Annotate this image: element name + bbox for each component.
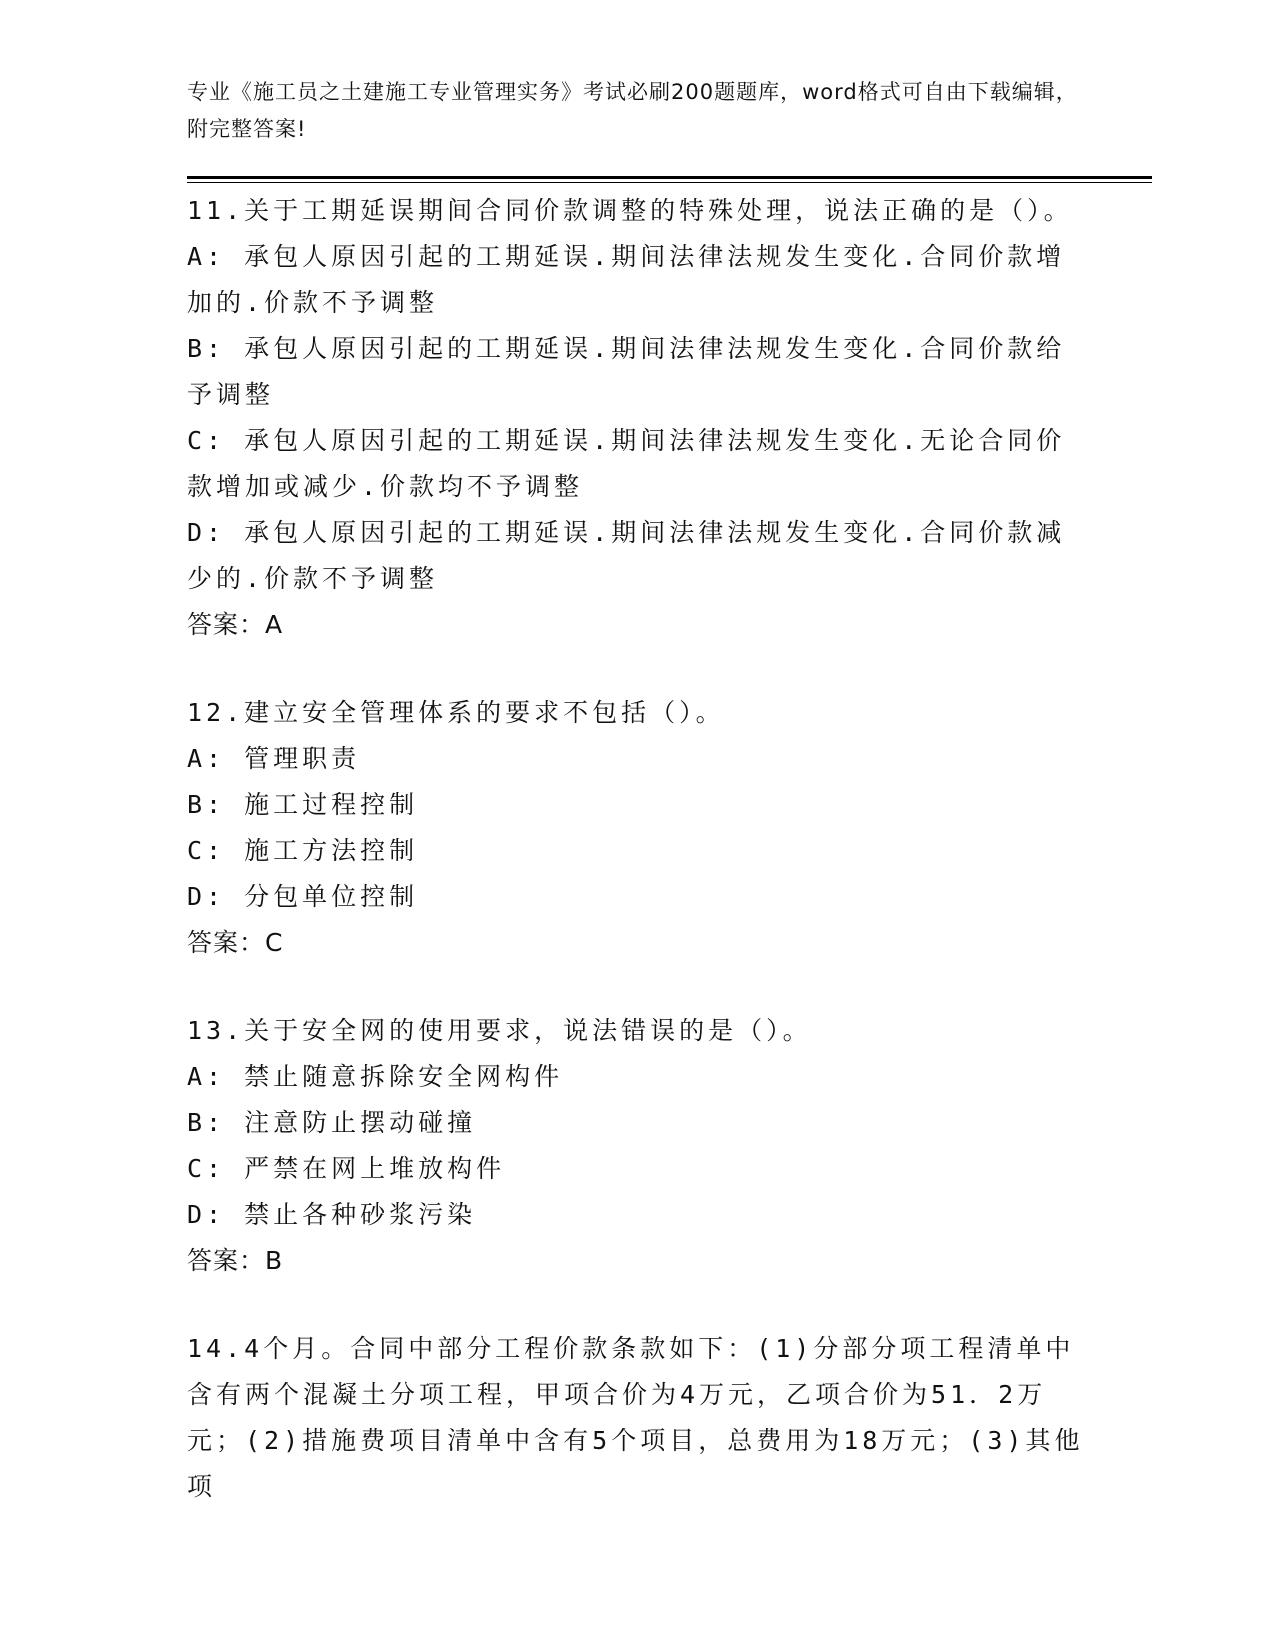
option-d: D: 承包人原因引起的工期延误.期间法律法规发生变化.合同价款减少的.价款不予调整 xyxy=(187,518,1066,593)
option-c: C: 承包人原因引起的工期延误.期间法律法规发生变化.无论合同价款增加或减少.价款均不予调整 xyxy=(187,426,1066,501)
option-b: B: 承包人原因引起的工期延误.期间法律法规发生变化.合同价款给予调整 xyxy=(187,334,1066,409)
question-stem: 11.关于工期延误期间合同价款调整的特殊处理，说法正确的是（）。 xyxy=(187,196,1073,225)
question-stem: 12.建立安全管理体系的要求不包括（）。 xyxy=(187,698,725,727)
option-a: A: 禁止随意拆除安全网构件 xyxy=(187,1062,564,1091)
option-a: A: 承包人原因引起的工期延误.期间法律法规发生变化.合同价款增加的.价款不予调整 xyxy=(187,242,1066,317)
answer: 答案：B xyxy=(187,1246,284,1275)
document-header: 专业《施工员之土建施工专业管理实务》考试必刷200题题库，word格式可自由下载编辑，附完整答案! xyxy=(187,80,1078,141)
header-rule-thin xyxy=(187,182,1152,183)
question-12 xyxy=(187,690,1087,966)
question-14 xyxy=(187,1326,1087,1510)
option-c: C: 施工方法控制 xyxy=(187,836,419,865)
question-stem: 13.关于安全网的使用要求，说法错误的是（）。 xyxy=(187,1016,812,1045)
header-rule-thick xyxy=(187,176,1152,179)
option-d: D: 禁止各种砂浆污染 xyxy=(187,1200,477,1229)
answer: 答案：C xyxy=(187,928,284,957)
option-a: A: 管理职责 xyxy=(187,744,361,773)
question-11 xyxy=(187,188,1087,648)
answer: 答案：A xyxy=(187,610,284,639)
question-13 xyxy=(187,1008,1087,1284)
option-b: B: 施工过程控制 xyxy=(187,790,419,819)
option-c: C: 严禁在网上堆放构件 xyxy=(187,1154,506,1183)
question-list xyxy=(187,188,1087,1510)
option-d: D: 分包单位控制 xyxy=(187,882,419,911)
option-b: B: 注意防止摆动碰撞 xyxy=(187,1108,477,1137)
question-stem: 14.4个月。合同中部分工程价款条款如下：(1)分部分项工程清单中含有两个混凝土分项工程，甲项合价为4万元，乙项合价为51．2万元；(2)措施费项目清单中含有5个项目，总费用为18万元；(3)其他项 xyxy=(187,1334,1084,1501)
